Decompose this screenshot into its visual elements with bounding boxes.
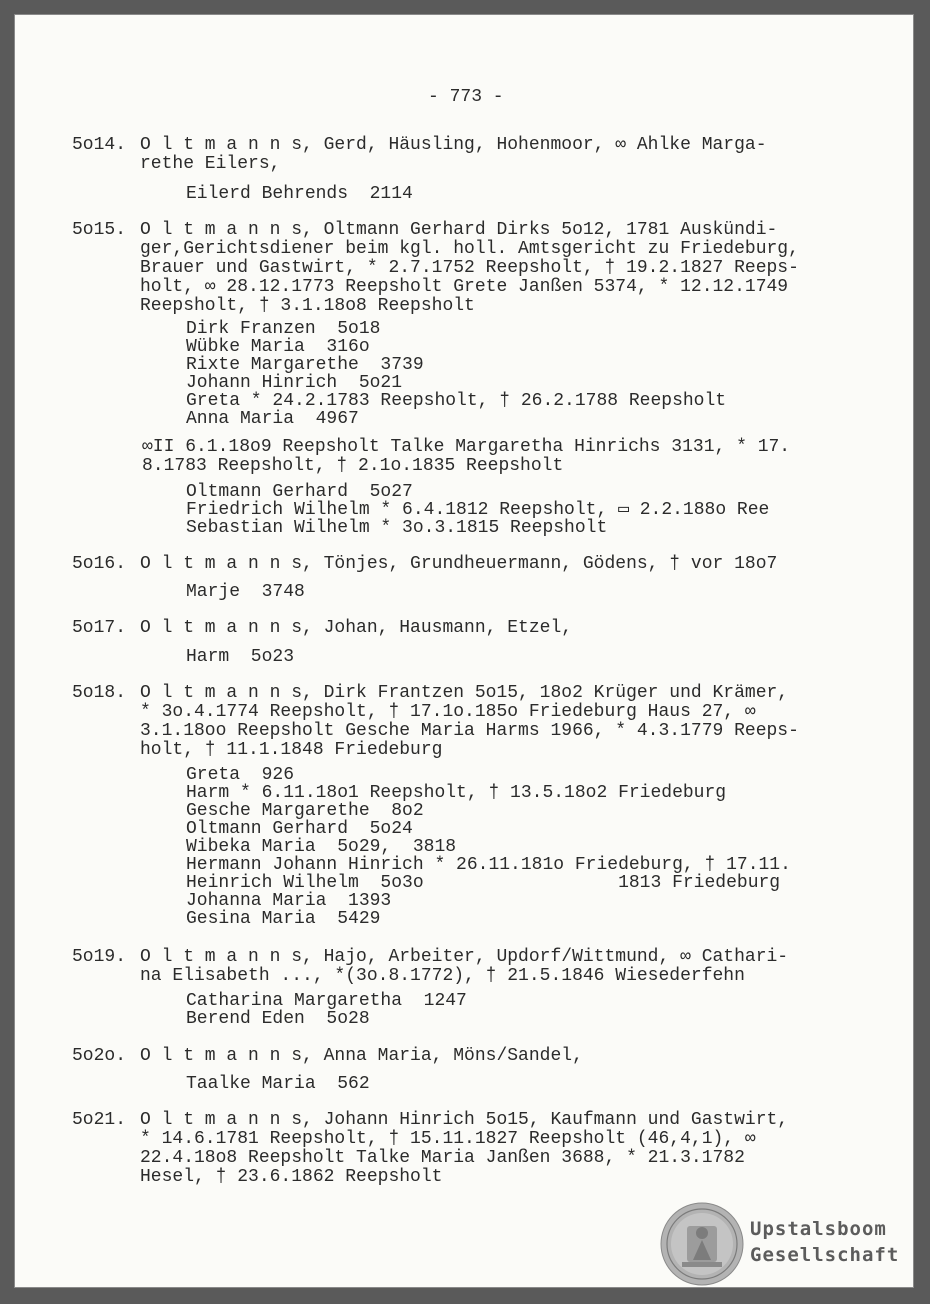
- child-line: Harm * 6.11.18o1 Reepsholt, † 13.5.18o2 Friedeburg: [186, 783, 727, 803]
- entry-text-line: holt, ∞ 28.12.1773 Reepsholt Grete Janßen 5374, * 12.12.1749: [140, 277, 789, 297]
- child-line: Anna Maria 4967: [186, 409, 359, 429]
- entry-text-line: na Elisabeth ..., *(3o.8.1772), † 21.5.1846 Wiesederfehn: [140, 966, 745, 986]
- entry-text-line: O l t m a n n s, Hajo, Arbeiter, Updorf/Wittmund, ∞ Cathari-: [140, 947, 789, 967]
- entry-text-line: * 3o.4.1774 Reepsholt, † 17.1o.185o Friedeburg Haus 27, ∞: [140, 702, 756, 722]
- logo-text: [750, 1216, 899, 1268]
- entry-text-line: rethe Eilers,: [140, 154, 281, 174]
- child-line: Eilerd Behrends 2114: [186, 184, 413, 204]
- logo-line1: Upstalsboom: [750, 1218, 887, 1240]
- entry-text-line: Reepsholt, † 3.1.18o8 Reepsholt: [140, 296, 475, 316]
- entry-text-line: O l t m a n n s, Anna Maria, Möns/Sandel,: [140, 1046, 583, 1066]
- child-line: Oltmann Gerhard 5o24: [186, 819, 413, 839]
- child-line: Dirk Franzen 5o18: [186, 319, 381, 339]
- entry-text-line: holt, † 11.1.1848 Friedeburg: [140, 740, 443, 760]
- entry-text-line: 22.4.18o8 Reepsholt Talke Maria Janßen 3688, * 21.3.1782: [140, 1148, 745, 1168]
- entry-text-line: Hesel, † 23.6.1862 Reepsholt: [140, 1167, 443, 1187]
- child-line: Wübke Maria 316o: [186, 337, 370, 357]
- child-line: Oltmann Gerhard 5o27: [186, 482, 413, 502]
- entry-text-line: O l t m a n n s, Johann Hinrich 5o15, Kaufmann und Gastwirt,: [140, 1110, 789, 1130]
- entry-number: 5o15.: [72, 220, 127, 240]
- entry-text-line: O l t m a n n s, Gerd, Häusling, Hohenmoor, ∞ Ahlke Marga-: [140, 135, 767, 155]
- entry-text-line: * 14.6.1781 Reepsholt, † 15.11.1827 Reepsholt (46,4,1), ∞: [140, 1129, 756, 1149]
- child-line: Catharina Margaretha 1247: [186, 991, 467, 1011]
- child-line: Wibeka Maria 5o29, 3818: [186, 837, 457, 857]
- entry-number: 5o14.: [72, 135, 127, 155]
- child-line: Marje 3748: [186, 582, 305, 602]
- child-line: Hermann Johann Hinrich * 26.11.181o Friedeburg, † 17.11.: [186, 855, 791, 875]
- entry-text-line: O l t m a n n s, Oltmann Gerhard Dirks 5o12, 1781 Auskündi-: [140, 220, 778, 240]
- entry-text-line: O l t m a n n s, Johan, Hausmann, Etzel,: [140, 618, 573, 638]
- entry-number: 5o17.: [72, 618, 127, 638]
- child-line: Greta * 24.2.1783 Reepsholt, † 26.2.1788 Reepsholt: [186, 391, 727, 411]
- entry-number: 5o21.: [72, 1110, 127, 1130]
- entry-number: 5o16.: [72, 554, 127, 574]
- child-line: Berend Eden 5o28: [186, 1009, 370, 1029]
- seal-icon: [660, 1202, 744, 1286]
- page-number: - 773 -: [428, 87, 504, 107]
- child-line: Harm 5o23: [186, 647, 295, 667]
- child-line: Heinrich Wilhelm 5o3o 1813 Friedeburg: [186, 873, 781, 893]
- child-line: Greta 926: [186, 765, 295, 785]
- child-line: Friedrich Wilhelm * 6.4.1812 Reepsholt, ▭ 2.2.188o Ree: [186, 500, 770, 520]
- document-page: [14, 14, 914, 1288]
- entry-text-line: O l t m a n n s, Tönjes, Grundheuermann, Gödens, † vor 18o7: [140, 554, 778, 574]
- child-line: Johanna Maria 1393: [186, 891, 392, 911]
- child-line: Gesina Maria 5429: [186, 909, 381, 929]
- entry-text-line: ger,Gerichtsdiener beim kgl. holl. Amtsgericht zu Friedeburg,: [140, 239, 799, 259]
- marriage-line: ∞II 6.1.18o9 Reepsholt Talke Margaretha Hinrichs 3131, * 17.: [142, 437, 791, 457]
- marriage-line: 8.1783 Reepsholt, † 2.1o.1835 Reepsholt: [142, 456, 564, 476]
- child-line: Johann Hinrich 5o21: [186, 373, 403, 393]
- entry-number: 5o18.: [72, 683, 127, 703]
- entry-number: 5o19.: [72, 947, 127, 967]
- entry-text-line: Brauer und Gastwirt, * 2.7.1752 Reepsholt, † 19.2.1827 Reeps-: [140, 258, 799, 278]
- entry-text-line: O l t m a n n s, Dirk Frantzen 5o15, 18o2 Krüger und Krämer,: [140, 683, 789, 703]
- entry-text-line: 3.1.18oo Reepsholt Gesche Maria Harms 1966, * 4.3.1779 Reeps-: [140, 721, 799, 741]
- child-line: Sebastian Wilhelm * 3o.3.1815 Reepsholt: [186, 518, 608, 538]
- upstalsboom-logo: [660, 1202, 900, 1286]
- child-line: Taalke Maria 562: [186, 1074, 370, 1094]
- logo-line2: Gesellschaft: [750, 1244, 900, 1266]
- child-line: Rixte Margarethe 3739: [186, 355, 424, 375]
- entry-number: 5o2o.: [72, 1046, 127, 1066]
- child-line: Gesche Margarethe 8o2: [186, 801, 424, 821]
